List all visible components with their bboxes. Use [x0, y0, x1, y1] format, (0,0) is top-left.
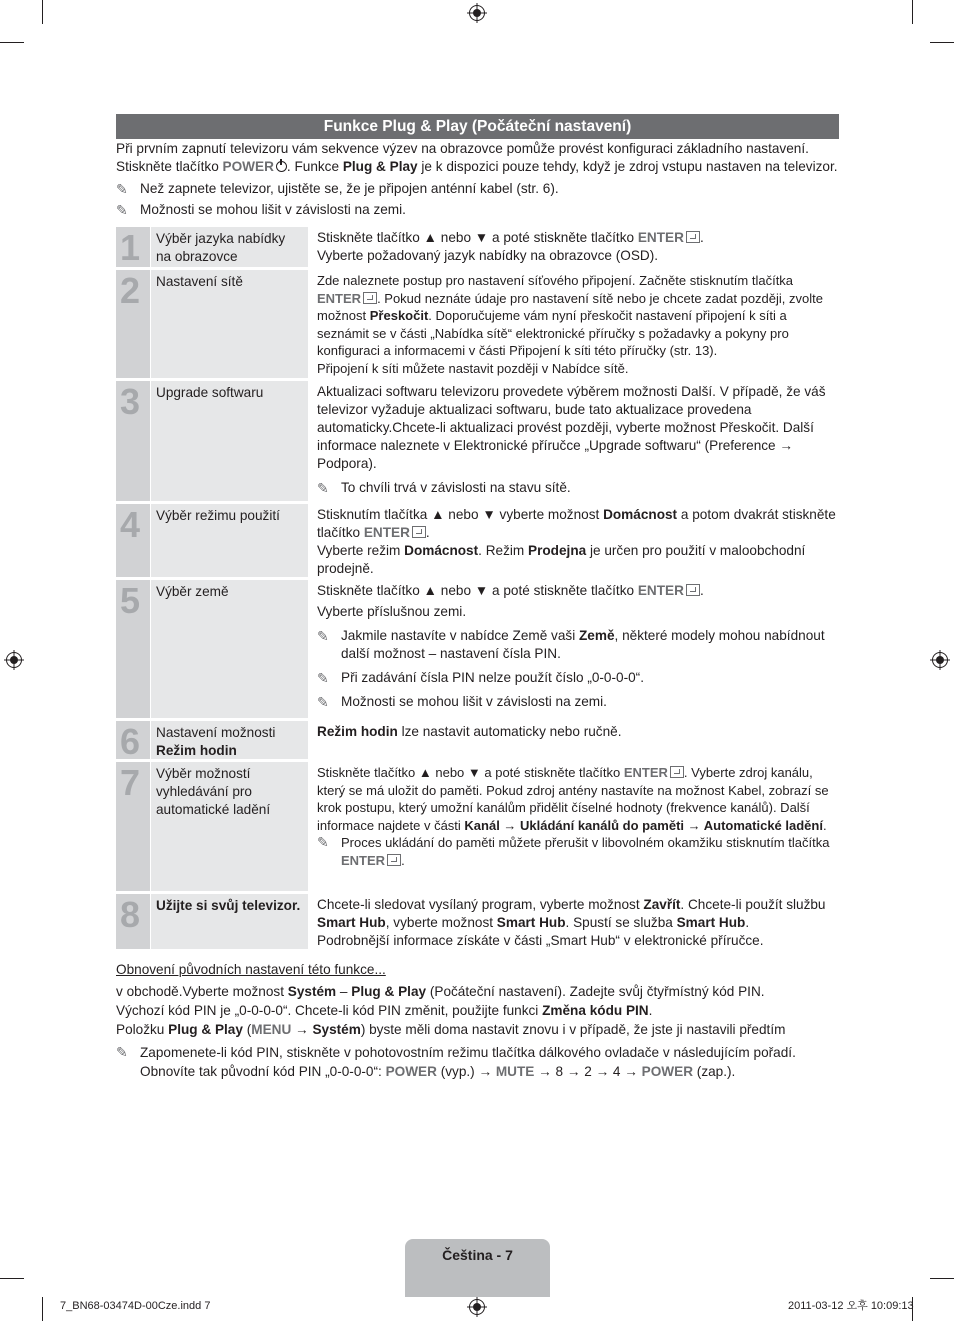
step-description: Chcete-li sledovat vysílaný program, vyberte možnost Zavřít. Chcete-li použít službu Smart Hub, vyberte možnost Smart Hub. Spustí se služba Smart Hub. Podrobnější informace získáte v části „Smart Hub“ v elektronické příručce. — [308, 894, 839, 949]
step-description: Aktualizaci softwaru televizoru provedete výběrem možnosti Další. V případě, že váš televizor vyžaduje aktualizaci softwaru, bude tato aktualizace provedena automaticky.Chcete-li aktualizaci provést později, vyberte možnost Přeskočit. Další informace naleznete v Elektronické příručce „Upgrade softwaru“ (Preference → Podpora). ✎ To chvíli trvá v závislosti na stavu sítě. — [308, 381, 839, 501]
pencil-note-icon: ✎ — [116, 1044, 128, 1060]
step-label: Výběr režimu použití — [150, 504, 308, 577]
crop-mark — [912, 0, 913, 24]
crop-mark — [930, 42, 954, 43]
step-row — [116, 504, 839, 580]
step-row — [116, 762, 839, 894]
crop-mark — [0, 42, 24, 43]
footer-filename: 7_BN68-03474D-00Cze.indd 7 — [60, 1300, 211, 1312]
pencil-note-icon: ✎ — [317, 694, 329, 710]
step-label: Nastavení sítě — [150, 270, 308, 378]
step-row — [116, 580, 839, 721]
step-row — [116, 381, 839, 504]
step-number: 2 — [116, 270, 150, 378]
step-number: 8 — [116, 894, 150, 949]
step-label: Výběr jazyka nabídky na obrazovce — [150, 227, 308, 267]
step-number: 7 — [116, 762, 150, 891]
registration-mark-icon — [4, 650, 24, 670]
step-number: 1 — [116, 227, 150, 267]
step-row — [116, 894, 839, 952]
crop-mark — [0, 1278, 24, 1279]
enter-icon — [412, 526, 426, 538]
note: ✎ Proces ukládání do paměti můžete přerušit v libovolném okamžiku stisknutím tlačítka ENTER . — [317, 834, 830, 868]
step-number: 3 — [116, 381, 150, 501]
step-label: Výběr země — [150, 580, 308, 718]
enter-icon — [686, 584, 700, 596]
intro — [116, 140, 841, 219]
registration-mark-icon — [930, 650, 950, 670]
step-description: Stiskněte tlačítko ▲ nebo ▼ a poté stiskněte tlačítko ENTER . Vyberte zdroj kanálu, který se má uložit do paměti. Pokud zdroj antény nastavíte na možnost Kabel, zobrazí se krok postupu, který umožní kanálům přidělit číselné hodnoty (frekvence kanálů). Další informace najdete v části Kanál → Ukládání kanálů do paměti → Automatické ladění. ✎ Proces ukládání do paměti můžete přerušit v libovolném okamžiku stisknutím tlačítka ENTER . — [308, 762, 839, 891]
step-label: Nastavení možnosti Režim hodin — [150, 721, 308, 759]
pencil-note-icon: ✎ — [116, 181, 128, 197]
enter-icon — [686, 231, 700, 243]
note: ✎ Možnosti se mohou lišit v závislosti na zemi. — [116, 202, 406, 218]
setup-steps-table — [116, 227, 839, 952]
step-description: Režim hodin lze nastavit automaticky nebo ručně. — [308, 721, 839, 759]
note: ✎ Při zadávání čísla PIN nelze použít číslo „0-0-0-0“. — [317, 670, 644, 686]
step-row — [116, 227, 839, 270]
note: ✎ Než zapnete televizor, ujistěte se, že je připojen anténní kabel (str. 6). — [116, 181, 559, 197]
step-row — [116, 270, 839, 381]
footer-timestamp: 2011-03-12 오후 10:09:13 — [788, 1300, 914, 1312]
page-number-tab: Čeština - 7 — [405, 1239, 550, 1297]
enter-icon — [387, 854, 401, 866]
enter-icon — [670, 766, 684, 778]
reset-line: Položku Plug & Play (MENU → Systém) byste měli doma nastavit znovu i v případě, že jste ji nastavili předtím — [116, 1022, 786, 1037]
step-label: Výběr možností vyhledávání pro automatické ladění — [150, 762, 308, 891]
crop-mark — [42, 0, 43, 24]
step-description: Stisknutím tlačítka ▲ nebo ▼ vyberte možnost Domácnost a potom dvakrát stiskněte tlačítko ENTER . Vyberte režim Domácnost. Režim Prodejna je určen pro použití v maloobchodní prodejně. — [308, 504, 839, 577]
pencil-note-icon: ✎ — [317, 834, 329, 850]
note: ✎ To chvíli trvá v závislosti na stavu sítě. — [317, 480, 571, 496]
step-number: 5 — [116, 580, 150, 718]
power-icon — [276, 161, 287, 172]
crop-mark — [930, 1278, 954, 1279]
pencil-note-icon: ✎ — [317, 480, 329, 496]
registration-mark-icon — [467, 3, 487, 23]
reset-title: Obnovení původních nastavení této funkce... — [116, 962, 386, 977]
enter-icon — [363, 292, 377, 304]
step-description: Stiskněte tlačítko ▲ nebo ▼ a poté stiskněte tlačítko ENTER . Vyberte příslušnou zemi. ✎ Jakmile nastavíte v nabídce Země vaši Země, některé modely mohou nabídnout další možnost – nastavení čísla PIN. ✎ Při zadávání čísla PIN nelze použít číslo „0-0-0-0“. ✎ Možnosti se mohou lišit v závislosti na zemi. — [308, 580, 839, 718]
intro-line-2: Stiskněte tlačítko POWER . Funkce Plug & Play je k dispozici pouze tehdy, když je zdroj vstupu nastaven na televizor. — [116, 159, 838, 174]
step-description: Stiskněte tlačítko ▲ nebo ▼ a poté stiskněte tlačítko ENTER . Vyberte požadovaný jazyk nabídky na obrazovce (OSD). — [308, 227, 839, 267]
step-description: Zde naleznete postup pro nastavení síťového připojení. Začněte stisknutím tlačítka ENTER . Pokud neznáte údaje pro nastavení sítě nebo je chcete zadat později, zvolte možnost Přeskočit. Doporučujeme vám nyní přeskočit nastavení připojení k síti a seznámit se v části „Nabídka sítě“ elektronické příručky s požadavky a pokyny pro konfiguraci a informacemi v části Připojení k síti této příručky (str. 13). Připojení k síti můžete nastavit později v Nabídce sítě. — [308, 270, 839, 378]
step-number: 4 — [116, 504, 150, 577]
note: ✎ Zapomenete-li kód PIN, stiskněte v pohotovostním režimu tlačítka dálkového ovladače v následujícím pořadí. Obnovíte tak původní kód PIN „0-0-0-0“: POWER (vyp.) → MUTE → 8 → 2 → 4 → POWER (zap.). — [116, 1044, 796, 1079]
crop-mark — [42, 1297, 43, 1321]
step-number: 6 — [116, 721, 150, 759]
reset-line: Výchozí kód PIN je „0-0-0-0“. Chcete-li kód PIN změnit, použijte funkci Změna kódu PIN. — [116, 1003, 653, 1018]
section-title: Funkce Plug & Play (Počáteční nastavení) — [116, 114, 839, 139]
step-row — [116, 721, 839, 762]
pencil-note-icon: ✎ — [317, 670, 329, 686]
pencil-note-icon: ✎ — [116, 202, 128, 218]
registration-mark-icon — [467, 1297, 487, 1317]
reset-line: v obchodě.Vyberte možnost Systém – Plug & Play (Počáteční nastavení). Zadejte svůj čtyřmístný kód PIN. — [116, 984, 765, 999]
intro-line-1: Při prvním zapnutí televizoru vám sekvence výzev na obrazovce pomůže provést konfiguraci základního nastavení. — [116, 141, 809, 156]
pencil-note-icon: ✎ — [317, 628, 329, 644]
reset-section — [116, 960, 841, 1081]
note: ✎ Možnosti se mohou lišit v závislosti na zemi. — [317, 694, 607, 710]
step-label: Užijte si svůj televizor. — [150, 894, 308, 949]
step-label: Upgrade softwaru — [150, 381, 308, 501]
note: ✎ Jakmile nastavíte v nabídce Země vaši Země, některé modely mohou nabídnout další možnost – nastavení čísla PIN. — [317, 628, 825, 661]
